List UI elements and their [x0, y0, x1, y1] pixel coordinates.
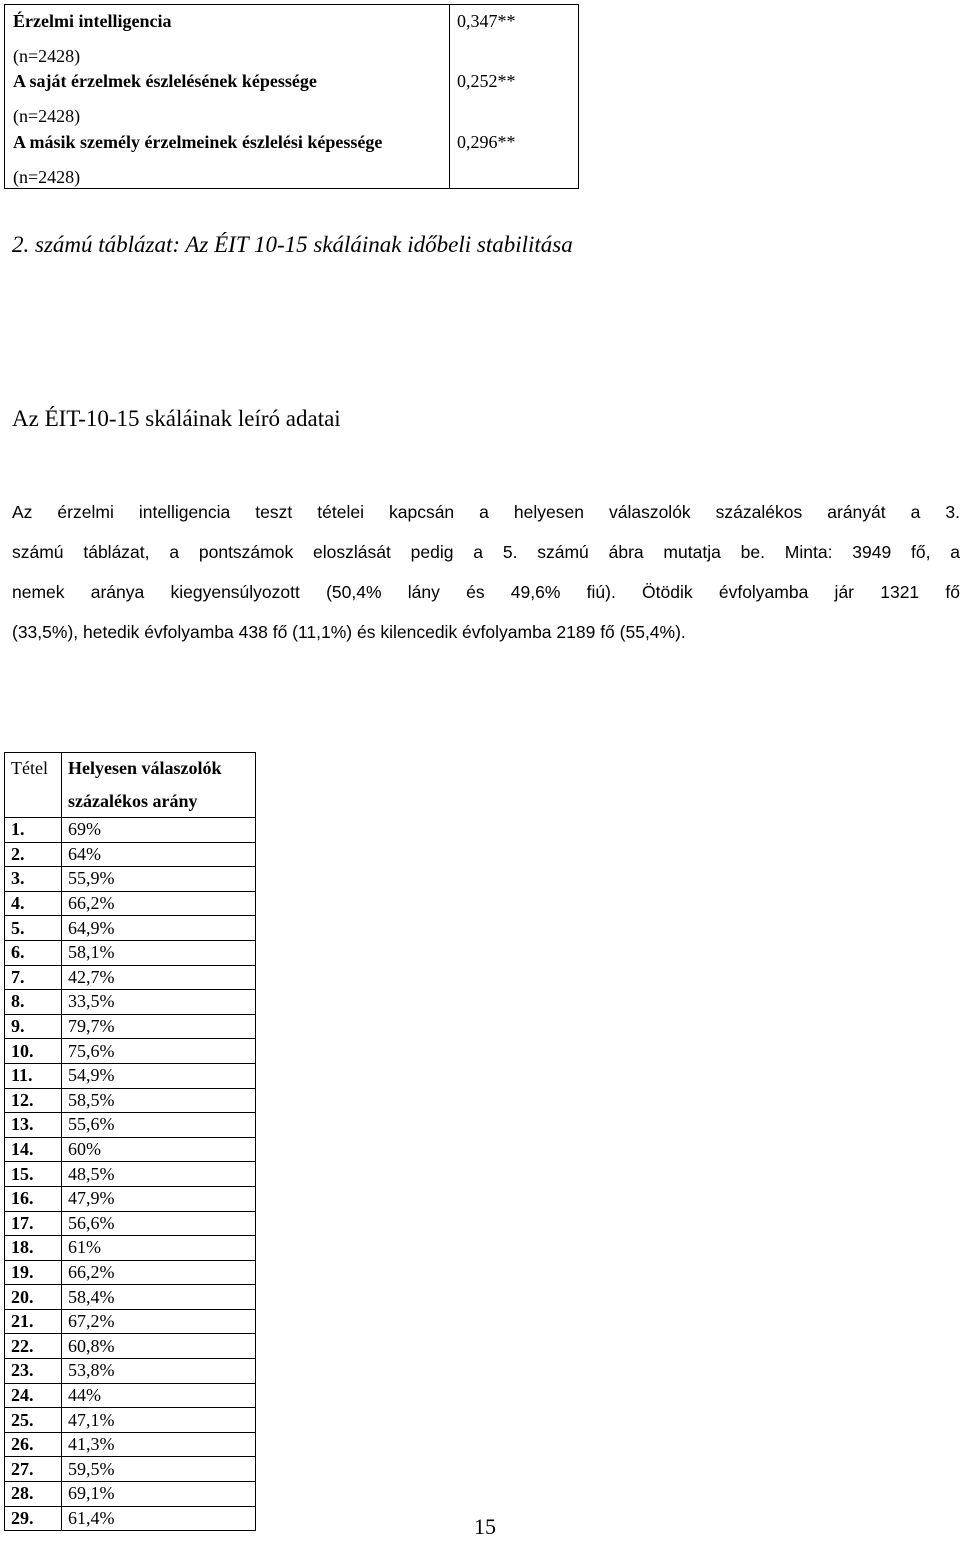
table-row [5, 867, 256, 892]
header-percent-line2: százalékos arány [68, 791, 198, 811]
paragraph-line: nemek aránya kiegyensúlyozott (50,4% lány és 49,6% fiú). Ötödik évfolyamba jár 1321 fő [12, 582, 960, 602]
table-row [5, 1383, 256, 1408]
item-number: 29. [5, 1506, 62, 1531]
item-percent: 53,8% [62, 1359, 256, 1384]
item-number: 17. [5, 1211, 62, 1236]
body-paragraph [12, 492, 960, 652]
item-number: 25. [5, 1408, 62, 1433]
row-value: 0,296** [457, 132, 516, 152]
table-row [5, 1285, 256, 1310]
item-percent: 64,9% [62, 916, 256, 941]
paragraph-line: (33,5%), hetedik évfolyamba 438 fő (11,1%) és kilencedik évfolyamba 2189 fő (55,4%). [12, 622, 686, 642]
item-number: 22. [5, 1334, 62, 1359]
item-number: 5. [5, 916, 62, 941]
item-percent: 47,9% [62, 1186, 256, 1211]
item-number: 24. [5, 1383, 62, 1408]
item-percent: 55,6% [62, 1113, 256, 1138]
table-row [5, 1088, 256, 1113]
item-number: 3. [5, 867, 62, 892]
paragraph-line: számú táblázat, a pontszámok eloszlását pedig a 5. számú ábra mutatja be. Minta: 3949 fő, a [12, 542, 960, 562]
table-row [5, 842, 256, 867]
table-row [5, 1063, 256, 1088]
item-percent: 61% [62, 1236, 256, 1261]
table-header-row [5, 753, 256, 818]
table-row [5, 1014, 256, 1039]
item-percent: 66,2% [62, 891, 256, 916]
item-percent: 58,5% [62, 1088, 256, 1113]
item-number: 19. [5, 1260, 62, 1285]
item-percent: 60,8% [62, 1334, 256, 1359]
page-number: 15 [474, 1514, 496, 1539]
row-value: 0,347** [457, 11, 516, 31]
item-number: 18. [5, 1236, 62, 1261]
item-percent: 48,5% [62, 1162, 256, 1187]
item-number: 23. [5, 1359, 62, 1384]
table-row [5, 1260, 256, 1285]
table-row [5, 1113, 256, 1138]
table-row [5, 1039, 256, 1064]
header-item: Tétel [5, 753, 62, 818]
item-percent: 44% [62, 1383, 256, 1408]
row-value: 0,252** [457, 71, 516, 91]
table-row [5, 1457, 256, 1482]
item-percent: 59,5% [62, 1457, 256, 1482]
table-row [5, 1186, 256, 1211]
item-number: 15. [5, 1162, 62, 1187]
section-heading: Az ÉIT-10-15 skáláinak leíró adatai [12, 406, 341, 431]
table-row [5, 1482, 256, 1507]
row-label: Érzelmi intelligencia [13, 11, 172, 31]
item-percent: 69% [62, 818, 256, 843]
item-number: 13. [5, 1113, 62, 1138]
item-number: 26. [5, 1432, 62, 1457]
item-number: 14. [5, 1137, 62, 1162]
table-row [5, 1309, 256, 1334]
paragraph-line: Az érzelmi intelligencia teszt tételei kapcsán a helyesen válaszolók százalékos arányát a 3. [12, 502, 960, 522]
item-percent: 61,4% [62, 1506, 256, 1531]
item-number: 16. [5, 1186, 62, 1211]
header-percent-line1: Helyesen válaszolók [68, 758, 222, 778]
row-sample-size: (n=2428) [13, 46, 81, 66]
table-caption: 2. számú táblázat: Az ÉIT 10-15 skáláinak időbeli stabilitása [12, 232, 573, 257]
stability-table [4, 4, 579, 189]
table-row [5, 940, 256, 965]
table-row [5, 1359, 256, 1384]
item-number: 27. [5, 1457, 62, 1482]
table-row [5, 965, 256, 990]
item-number: 1. [5, 818, 62, 843]
item-percent: 60% [62, 1137, 256, 1162]
item-percent: 41,3% [62, 1432, 256, 1457]
table-column-divider [449, 5, 450, 188]
item-percent: 75,6% [62, 1039, 256, 1064]
item-number: 12. [5, 1088, 62, 1113]
item-number: 10. [5, 1039, 62, 1064]
item-percent: 67,2% [62, 1309, 256, 1334]
table-row [5, 1162, 256, 1187]
item-number: 8. [5, 990, 62, 1015]
row-sample-size: (n=2428) [13, 167, 81, 187]
item-number: 2. [5, 842, 62, 867]
item-percent: 58,1% [62, 940, 256, 965]
item-number: 6. [5, 940, 62, 965]
table-row [5, 1408, 256, 1433]
item-number: 11. [5, 1063, 62, 1088]
header-percent [62, 753, 256, 818]
table-row [5, 1211, 256, 1236]
item-percent: 79,7% [62, 1014, 256, 1039]
item-percent: 64% [62, 842, 256, 867]
item-number: 20. [5, 1285, 62, 1310]
item-percent-table [4, 752, 256, 1531]
item-number: 7. [5, 965, 62, 990]
item-number: 4. [5, 891, 62, 916]
row-sample-size: (n=2428) [13, 106, 81, 126]
item-number: 28. [5, 1482, 62, 1507]
item-percent: 56,6% [62, 1211, 256, 1236]
item-percent: 42,7% [62, 965, 256, 990]
table-row [5, 1506, 256, 1531]
item-number: 9. [5, 1014, 62, 1039]
table-row [5, 990, 256, 1015]
table-row [5, 818, 256, 843]
item-percent: 66,2% [62, 1260, 256, 1285]
item-percent: 47,1% [62, 1408, 256, 1433]
item-percent: 33,5% [62, 990, 256, 1015]
table-row [5, 1432, 256, 1457]
table-row [5, 916, 256, 941]
table-row [5, 891, 256, 916]
table-row [5, 1236, 256, 1261]
item-percent: 55,9% [62, 867, 256, 892]
table-row [5, 1334, 256, 1359]
row-label: A saját érzelmek észlelésének képessége [13, 71, 317, 91]
row-label: A másik személy érzelmeinek észlelési képessége [13, 132, 383, 152]
item-percent: 58,4% [62, 1285, 256, 1310]
item-percent: 54,9% [62, 1063, 256, 1088]
item-number: 21. [5, 1309, 62, 1334]
table-row [5, 1137, 256, 1162]
item-percent: 69,1% [62, 1482, 256, 1507]
